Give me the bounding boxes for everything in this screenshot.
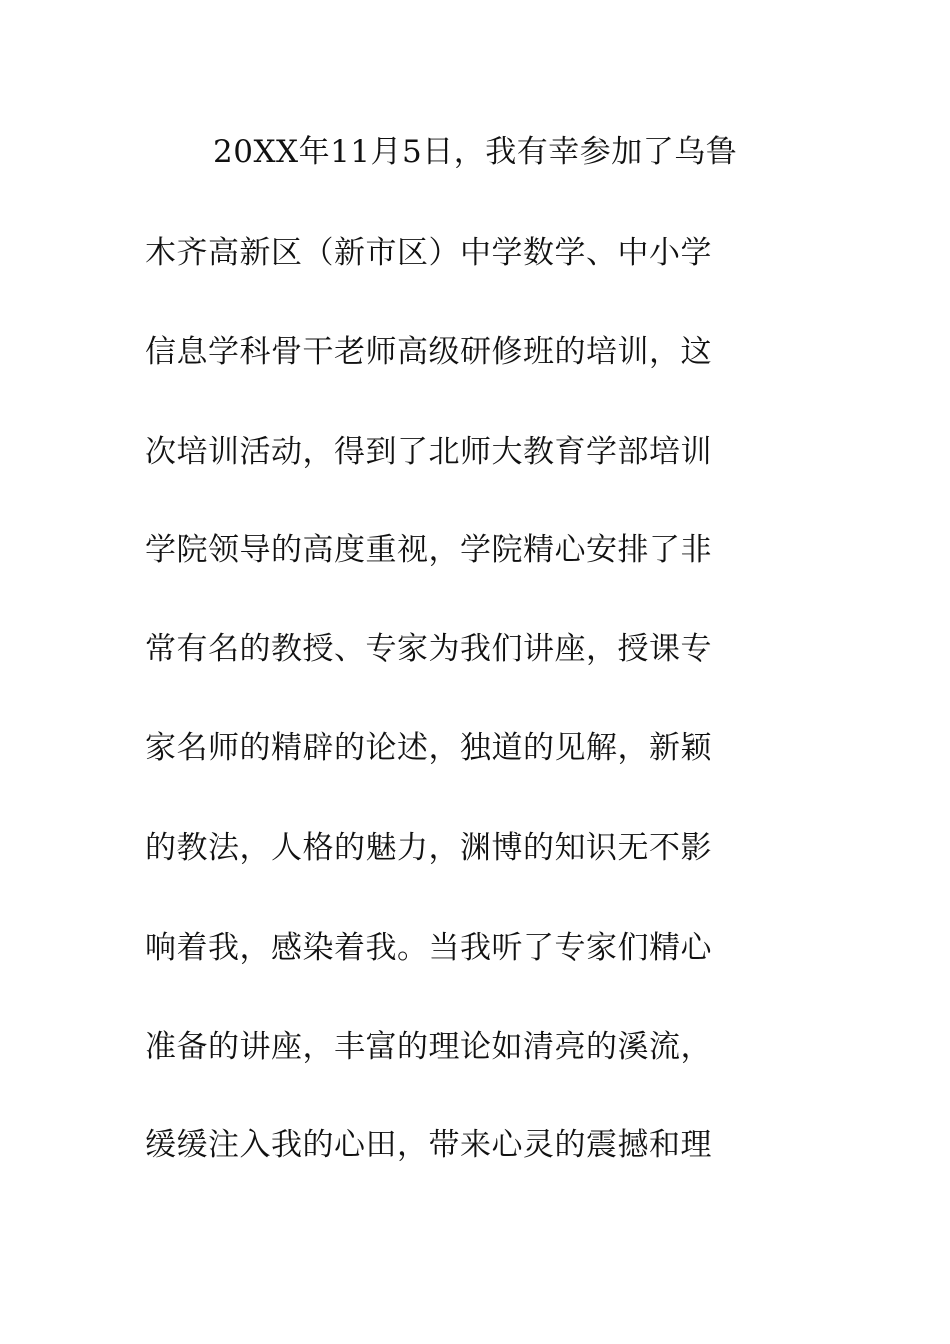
paragraph-line-9: 响着我，感染着我。当我听了专家们精心 <box>145 930 712 966</box>
paragraph-line-5: 学院领导的高度重视，学院精心安排了非 <box>145 532 712 568</box>
paragraph-line-8: 的教法，人格的魅力，渊博的知识无不影 <box>145 830 712 866</box>
paragraph-line-7: 家名师的精辟的论述，独道的见解，新颖 <box>145 730 712 766</box>
paragraph-line-3: 信息学科骨干老师高级研修班的培训，这 <box>145 334 712 370</box>
paragraph-line-4: 次培训活动，得到了北师大教育学部培训 <box>145 434 712 470</box>
paragraph-line-1: 20XX年11月5日，我有幸参加了乌鲁 <box>213 134 738 170</box>
paragraph-line-6: 常有名的教授、专家为我们讲座，授课专 <box>145 631 712 667</box>
paragraph-line-2: 木齐高新区（新市区）中学数学、中小学 <box>145 235 712 271</box>
paragraph-line-11: 缓缓注入我的心田，带来心灵的震撼和理 <box>145 1127 712 1163</box>
paragraph-line-10: 准备的讲座，丰富的理论如清亮的溪流， <box>145 1029 712 1065</box>
